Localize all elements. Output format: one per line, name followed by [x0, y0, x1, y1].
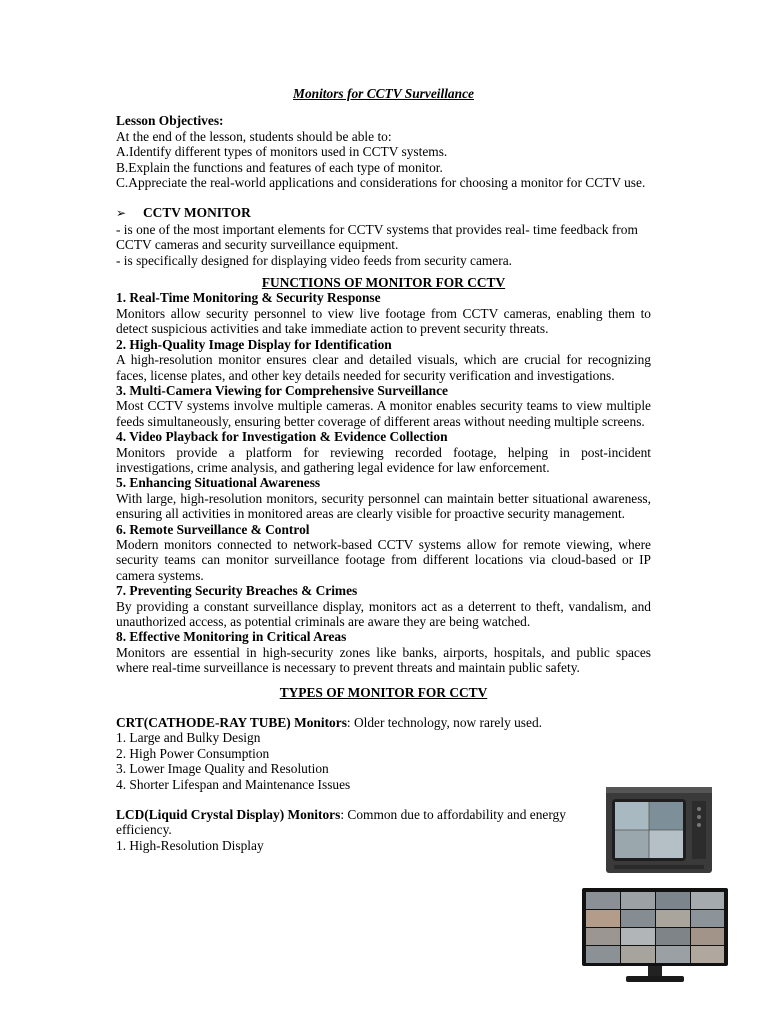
function-item — [116, 337, 651, 383]
function-item — [116, 629, 651, 675]
crt-item: 2. High Power Consumption — [116, 745, 270, 761]
function-text: A high-resolution monitor ensures clear and detailed visuals, which are crucial for recognizing faces, license plates, and other key details needed for security verification and investigations. — [116, 352, 651, 383]
function-title: 3. Multi-Camera Viewing for Comprehensive Surveillance — [116, 382, 448, 398]
function-text: Modern monitors connected to network-based CCTV systems allow for remote viewing, where security teams can monitor surveillance footage from different locations via cloud-based or IP camera systems. — [116, 536, 651, 583]
crt-name: CRT(CATHODE-RAY TUBE) Monitors — [116, 715, 347, 731]
objective-item: B.Explain the functions and features of each type of monitor. — [116, 159, 443, 175]
objective-item: A.Identify different types of monitors used in CCTV systems. — [116, 144, 448, 160]
document-title: Monitors for CCTV Surveillance — [293, 86, 474, 101]
function-text: Monitors are essential in high-security zones like banks, airports, hospitals, and public spaces where real-time surveillance is necessary to prevent threats and maintain public safety. — [116, 644, 651, 676]
function-title: 1. Real-Time Monitoring & Security Response — [116, 290, 381, 306]
function-text: Monitors allow security personnel to view live footage from CCTV cameras, enabling them to detect suspicious activities and take immediate action to prevent security threats. — [116, 305, 651, 337]
crt-item: 1. Large and Bulky Design — [116, 730, 261, 746]
types-heading: TYPES OF MONITOR FOR CCTV — [279, 684, 488, 700]
crt-item: 4. Shorter Lifespan and Maintenance Issues — [116, 776, 351, 792]
lcd-monitor-image — [580, 878, 730, 990]
function-text: By providing a constant surveillance display, monitors act as a deterrent to theft, vandalism, and unauthorized access, as potential criminals are aware they are being watched. — [116, 598, 651, 629]
arrow-bullet-icon: ➢ — [116, 206, 127, 221]
crt-desc: : Older technology, now rarely used. — [346, 715, 543, 731]
types-section — [116, 700, 651, 853]
lcd-name: LCD(Liquid Crystal Display) Monitors — [116, 807, 341, 823]
function-item — [116, 583, 651, 629]
lcd-block — [116, 807, 586, 853]
objectives-intro: At the end of the lesson, students should be able to: — [116, 128, 392, 144]
objectives-heading: Lesson Objectives: — [116, 113, 224, 129]
function-text: Most CCTV systems involve multiple cameras. A monitor enables security teams to view multiple feeds simultaneously, ensuring better coverage of different areas without needing multiple screens. — [116, 398, 651, 429]
crt-item: 3. Lower Image Quality and Resolution — [116, 761, 329, 777]
function-item — [116, 522, 651, 584]
function-title: 2. High-Quality Image Display for Identification — [116, 336, 392, 352]
function-text: With large, high-resolution monitors, security personnel can maintain better situational awareness, ensuring all activities in monitored areas are clearly visible for proactive security management. — [116, 490, 651, 522]
function-item — [116, 383, 651, 429]
lcd-desc: : Common due to affordability and energy efficiency. — [116, 807, 566, 838]
function-title: 4. Video Playback for Investigation & Evidence Collection — [116, 429, 448, 445]
function-text: Monitors provide a platform for reviewing recorded footage, helping in post-incident investigations, crime analysis, and gathering legal evidence for law enforcement. — [116, 444, 651, 475]
crt-monitor-image — [604, 785, 714, 875]
function-title: 8. Effective Monitoring in Critical Areas — [116, 629, 347, 645]
cctv-monitor-definition: - is one of the most important elements for CCTV systems that provides real- time feedback from CCTV cameras and security surveillance equipment. — [116, 221, 638, 253]
function-title: 6. Remote Surveillance & Control — [116, 521, 310, 537]
lcd-item: 1. High-Resolution Display — [116, 837, 264, 853]
crt-block — [116, 715, 651, 792]
function-title: 7. Preventing Security Breaches & Crimes — [116, 583, 358, 599]
cctv-monitor-definition: - is specifically designed for displaying video feeds from security camera. — [116, 252, 513, 268]
objective-item: C.Appreciate the real-world applications and considerations for choosing a monitor for CCTV use. — [116, 175, 646, 191]
cctv-monitor-heading: CCTV MONITOR — [143, 205, 251, 221]
function-item — [116, 429, 651, 475]
function-title: 5. Enhancing Situational Awareness — [116, 475, 321, 491]
function-item — [116, 475, 651, 521]
document-page — [116, 86, 651, 853]
lesson-objectives — [116, 113, 651, 190]
functions-heading: FUNCTIONS OF MONITOR FOR CCTV — [261, 275, 506, 291]
function-item — [116, 290, 651, 336]
functions-list — [116, 290, 651, 675]
cctv-monitor-section — [116, 205, 651, 268]
